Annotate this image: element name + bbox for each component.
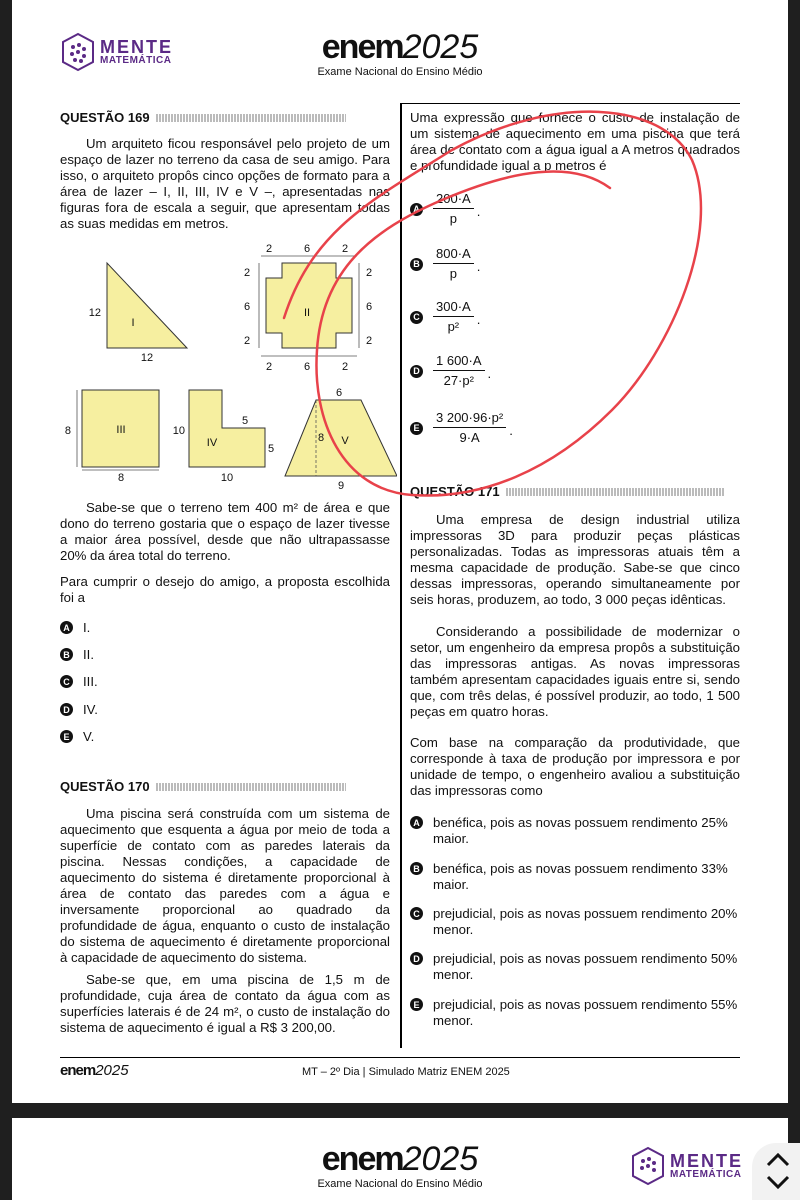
fig2-left-mid: 6	[243, 301, 251, 313]
fig3-bottom-label: 8	[117, 472, 125, 484]
brain-hex-icon	[630, 1146, 666, 1186]
fig2-bottom-mid: 6	[303, 361, 311, 373]
next-exam-page	[12, 1118, 788, 1200]
footer-text: MT – 2º Dia | Simulado Matriz ENEM 2025	[302, 1066, 510, 1078]
column-top-rule	[400, 103, 740, 104]
q169-prompt: Para cumprir o desejo do amigo, a proposta escolhida foi a	[60, 574, 390, 605]
mente-matematica-logo	[60, 32, 173, 72]
fig2-top-left: 2	[265, 243, 273, 255]
enem-subtitle: Exame Nacional do Ensino Médio	[317, 66, 483, 78]
q170-option-c[interactable]: C $\frac{300\cdot A}{\text{p²}}$ .	[410, 299, 480, 334]
chevron-up-down-icon	[752, 1143, 800, 1200]
q171-option-c[interactable]: C prejudicial, pois as novas possuem rendimento 20% menor.	[410, 906, 740, 938]
q170-statement: Uma piscina será construída com um sistema de aquecimento que esquenta a água por meio de toda a superfície de contato com as paredes laterais da piscina. Nessas condições, a capacidade de aquecimento do sistema é diretamente proporcional à área de contato das paredes com a água e inversamente proporcional ao quadrado da profundidade de água, enquanto o custo de instalação do sistema de aquecimento é diretamente proporcional à capacidade de aquecimento do sistema.	[60, 806, 390, 965]
q171-heading: QUESTÃO 171	[410, 484, 724, 499]
fig4-name: IV	[206, 437, 218, 449]
fig2-right-bottom: 2	[365, 335, 373, 347]
fig1-left-label: 12	[88, 307, 101, 319]
brand-line2: MATEMÁTICA	[100, 55, 172, 66]
q169-option-d[interactable]: D IV.	[60, 702, 98, 718]
q169-figures	[57, 238, 397, 494]
fig1-name: I	[131, 317, 135, 329]
q170-prompt: Uma expressão que fornece o custo de instalação de um sistema de aquecimento em uma piscina que terá área de contato com a água igual a A metros quadrados e profundidade igual a p metros é	[410, 110, 740, 173]
fig4-bottom-label: 10	[220, 472, 234, 484]
q171-option-a[interactable]: A benéfica, pois as novas possuem rendimento 25% maior.	[410, 815, 740, 847]
enem-header	[270, 30, 530, 78]
fig4-right-label: 5	[267, 443, 275, 455]
column-divider	[400, 103, 402, 1048]
fig2-top-right: 2	[341, 243, 349, 255]
q169-option-e[interactable]: E V.	[60, 729, 94, 745]
fig2-name: II	[303, 307, 311, 319]
q171-prompt: Com base na comparação da produtividade, que corresponde à taxa de produção por impressora e por unidade de tempo, o engenheiro avaliou a substituição das impressoras como	[410, 735, 740, 798]
q169-option-c[interactable]: C III.	[60, 674, 98, 690]
fig5-height-label: 8	[317, 432, 325, 444]
footer-enem-logo: enem2025	[60, 1062, 129, 1079]
q169-context: Sabe-se que o terreno tem 400 m² de área e que dono do terreno gostaria que o espaço de lazer tivesse a maior área possível, desde que não ultrapassasse 20% da área total do terreno.	[60, 500, 390, 563]
q170-option-d[interactable]: D $\frac{1 600\cdot A}{\text{27·p²}}$ .	[410, 353, 491, 388]
q171-option-b[interactable]: B benéfica, pois as novas possuem rendimento 33% maior.	[410, 861, 740, 893]
mente-matematica-logo-page2: MENTE MATEMÁTICA	[630, 1146, 743, 1186]
fig2-top-mid: 6	[303, 243, 311, 255]
enem-year: 2025	[402, 28, 479, 66]
figure-ii-cross	[266, 263, 352, 348]
fig3-name: III	[116, 424, 126, 436]
q169-statement: Um arquiteto ficou responsável pelo projeto de um espaço de lazer no terreno da casa de seu amigo. Para isso, o arquiteto propôs cinco opções de formato para a área de lazer – I, II, III, IV e V –, apresentadas nas figuras fora de escala a seguir, que apresentam todas as suas medidas em metros.	[60, 136, 390, 231]
q170-option-a[interactable]: A $\frac{200\cdot A}{p}$ .	[410, 191, 480, 226]
exam-page	[12, 0, 788, 1103]
figure-i-triangle	[107, 263, 187, 348]
footer-rule	[60, 1057, 740, 1058]
fig4-inner-label: 5	[241, 415, 249, 427]
fig2-bottom-right: 2	[341, 361, 349, 373]
fig5-name: V	[341, 435, 349, 447]
fig2-right-top: 2	[365, 267, 373, 279]
page-nav-button[interactable]	[752, 1143, 800, 1200]
fig5-bottom-label: 9	[337, 480, 345, 492]
q170-data: Sabe-se que, em uma piscina de 1,5 m de profundidade, cuja área de contato da água com as superfícies laterais é de 24 m², o custo de instalação do sistema de aquecimento é igual a R$ 3 200,00.	[60, 972, 390, 1035]
brand-line1: MENTE	[100, 37, 173, 57]
fig2-left-bottom: 2	[243, 335, 251, 347]
figure-iv-lshape	[189, 390, 265, 467]
enem-word: enem	[321, 28, 403, 66]
q171-option-e[interactable]: E prejudicial, pois as novas possuem rendimento 55% menor.	[410, 997, 740, 1029]
enem-header-page2: enem2025 Exame Nacional do Ensino Médio	[317, 1140, 483, 1190]
fig1-bottom-label: 12	[140, 352, 154, 364]
fig4-left-label: 10	[172, 425, 185, 437]
fig2-bottom-left: 2	[265, 361, 273, 373]
q170-option-e[interactable]: E $\frac{\text{3 200·96·p²}}{9\cdot A}$ .	[410, 410, 513, 445]
q171-statement: Uma empresa de design industrial utiliza impressoras 3D para produzir peças plásticas personalizadas. Todas as impressoras atuais têm a mesma capacidade de produção. Sabe-se que cinco dessas impressoras, operando simultaneamente por seis horas, produzem, ao todo, 3 000 peças idênticas.	[410, 512, 740, 607]
fig3-left-label: 8	[64, 425, 71, 437]
q171-proposal: Considerando a possibilidade de modernizar o setor, um engenheiro da empresa propôs a substituição das impressoras antigas. As novas impressoras também apresentam capacidades iguais entre si, sendo que, com três delas, é possível produzir, ao todo, 1 500 peças em quatro horas.	[410, 624, 740, 719]
brain-hex-icon	[60, 32, 96, 72]
q169-heading: QUESTÃO 169	[60, 110, 346, 125]
fig2-left-top: 2	[243, 267, 251, 279]
q170-heading: QUESTÃO 170	[60, 779, 346, 794]
q171-option-d[interactable]: D prejudicial, pois as novas possuem rendimento 50% menor.	[410, 951, 740, 983]
q170-option-b[interactable]: B $\frac{800\cdot A}{p}$ .	[410, 246, 480, 281]
q169-option-b[interactable]: B II.	[60, 647, 94, 663]
fig2-right-mid: 6	[365, 301, 373, 313]
fig5-top-label: 6	[335, 387, 343, 399]
q169-option-a[interactable]: A I.	[60, 620, 90, 636]
